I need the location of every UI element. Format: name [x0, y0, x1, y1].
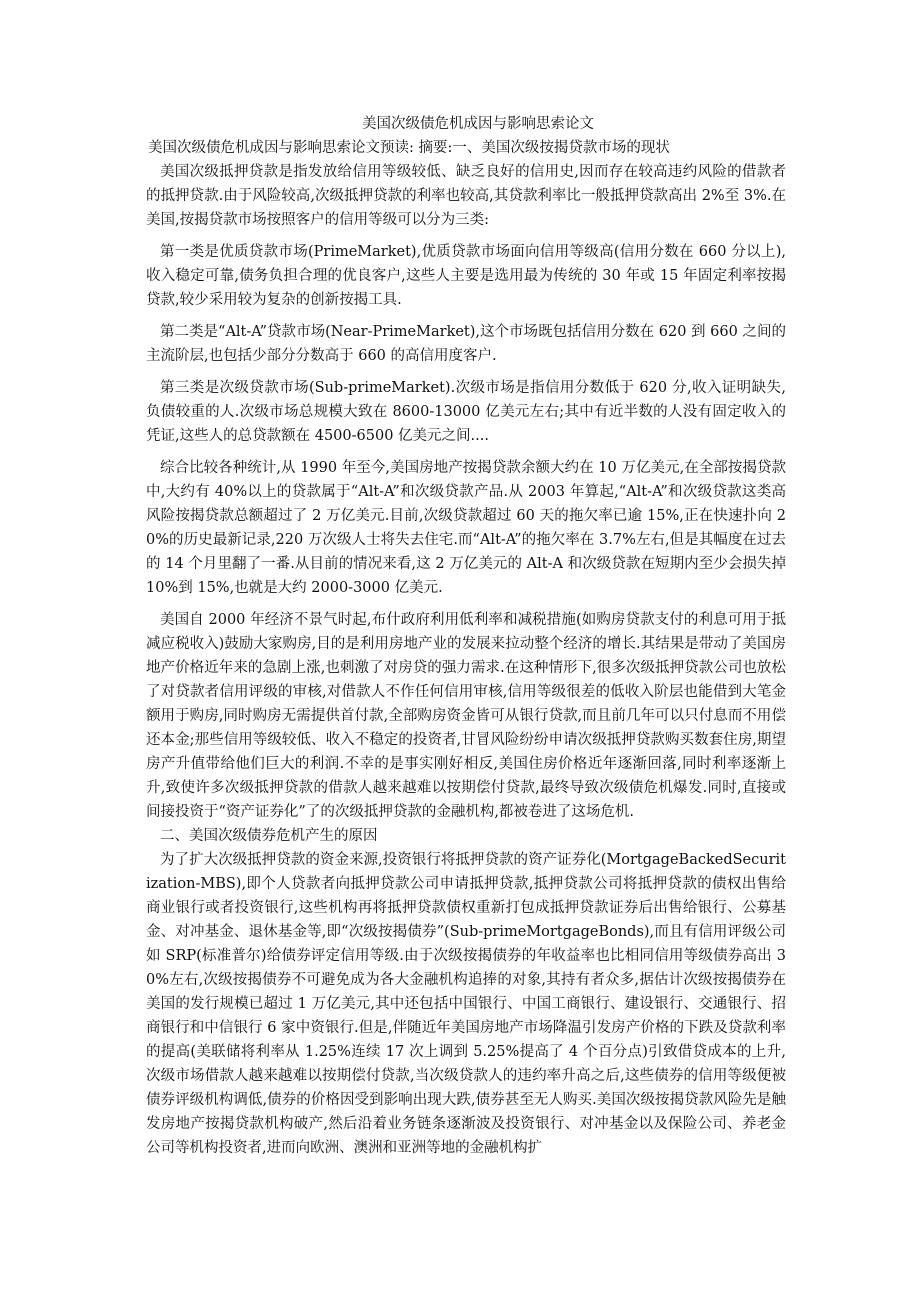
document-title: 美国次级债危机成因与影响思索论文 — [362, 116, 594, 132]
paragraph-alt-a-market: 第二类是“Alt-A”贷款市场(Near-PrimeMarket),这个市场既包括信用分数在 620 到 660 之间的主流阶层,也包括少部分分数高于 660 的高信用度客户. — [146, 324, 786, 364]
paragraph-subprime-market: 第三类是次级贷款市场(Sub-primeMarket).次级市场是指信用分数低于 620 分,收入证明缺失,负债较重的人.次级市场总规模大致在 8600-13000 亿美元左右;其中有近半数的人没有固定收入的凭证,这些人的总贷款额在 4500-6500 亿美元之间.... — [146, 380, 786, 444]
paragraph-causes: 为了扩大次级抵押贷款的资金来源,投资银行将抵押贷款的资产证券化(MortgageBackedSecuritization-MBS),即个人贷款者向抵押贷款公司申请抵押贷款,抵押贷款公司将抵押贷款的债权出售给商业银行或者投资银行,这些机构再将抵押贷款债权重新打包成抵押贷款证券后出售给银行、公募基金、对冲基金、退休基金等,即“次级按揭债券”(Sub-primeMortgageBonds),而且有信用评级公司如 SRP(标准普尔)给债券评定信用等级.由于次级按揭债券的年收益率也比相同信用等级债券高出 30%左右,次级按揭债券不可避免成为各大金融机构追捧的对象,其持有者众多,据估计次级按揭债券在美国的发行规模已超过 1 万亿美元,其中还包括中国银行、中国工商银行、建设银行、交通银行、招商银行和中信银行 6 家中资银行.但是,伴随近年美国房地产市场降温引发房产价格的下跌及贷款利率的提高(美联储将利率从 1.25%连续 17 次上调到 5.25%提高了 4 个百分点)引致借贷成本的上升,次级市场借款人越来越难以按期偿付贷款,当次级贷款人的违约率升高之后,这些债券的信用等级便被债券评级机构调低,债券的价格因受到影响出现大跌,债券甚至无人购买.美国次级按揭贷款风险先是触发房地产按揭贷款机构破产,然后沿着业务链条逐渐波及投资银行、对冲基金以及保险公司、养老金公司等机构投资者,进而向欧洲、澳洲和亚洲等地的金融机构扩 — [146, 852, 786, 1156]
paragraph-subprime-definition: 美国次级抵押贷款是指发放给信用等级较低、缺乏良好的信用史,因而存在较高违约风险的借款者的抵押贷款.由于风险较高,次级抵押贷款的利率也较高,其贷款利率比一般抵押贷款高出 2%至 3%.在美国,按揭贷款市场按照客户的信用等级可以分为三类: — [146, 164, 786, 228]
document-page — [146, 112, 786, 1160]
paragraph-statistics: 综合比较各种统计,从 1990 年至今,美国房地产按揭贷款余额大约在 10 万亿美元,在全部按揭贷款中,大约有 40%以上的贷款属于“Alt-A”和次级贷款产品.从 2003 年算起,“Alt-A”和次级贷款这类高风险按揭贷款总额超过了 2 万亿美元.目前,次级贷款超过 60 天的拖欠率已逾 15%,正在快速扑向 20%的历史最新记录,220 万次级人士将失去住宅.而“Alt-A”的拖欠率在 3.7%左右,但是其幅度在过去的 14 个月里翻了一番.从目前的情况来看,这 2 万亿美元的 Alt-A 和次级贷款在短期内至少会损失掉 10%到 15%,也就是大约 2000-3000 亿美元. — [146, 460, 786, 596]
intro-paragraph: 美国次级债危机成因与影响思索论文预读: 摘要:一、美国次级按揭贷款市场的现状 — [148, 140, 670, 156]
section-heading-causes: 二、美国次级债券危机产生的原因 — [160, 828, 378, 844]
paragraph-prime-market: 第一类是优质贷款市场(PrimeMarket),优质贷款市场面向信用等级高(信用分数在 660 分以上),收入稳定可靠,债务负担合理的优良客户,这些人主要是选用最为传统的 30 年或 15 年固定利率按揭贷款,较少采用较为复杂的创新按揭工具. — [146, 244, 786, 308]
paragraph-background: 美国自 2000 年经济不景气时起,布什政府利用低利率和减税措施(如购房贷款支付的利息可用于抵减应税收入)鼓励大家购房,目的是利用房地产业的发展来拉动整个经济的增长.其结果是带动了美国房地产价格近年来的急剧上涨,也刺激了对房贷的强力需求.在这种情形下,很多次级抵押贷款公司也放松了对贷款者信用评级的审核,对借款人不作任何信用审核,信用等级很差的低收入阶层也能借到大笔金额用于购房,同时购房无需提供首付款,全部购房资金皆可从银行贷款,而且前几年可以只付息而不用偿还本金;那些信用等级较低、收入不稳定的投资者,甘冒风险纷纷申请次级抵押贷款购买数套住房,期望房产升值带给他们巨大的利润.不幸的是事实刚好相反,美国住房价格近年逐渐回落,同时利率逐渐上升,致使许多次级抵押贷款的借款人越来越难以按期偿付贷款,最终导致次级债危机爆发.同时,直接或间接投资于“资产证券化”了的次级抵押贷款的金融机构,都被卷进了这场危机. — [146, 612, 786, 820]
